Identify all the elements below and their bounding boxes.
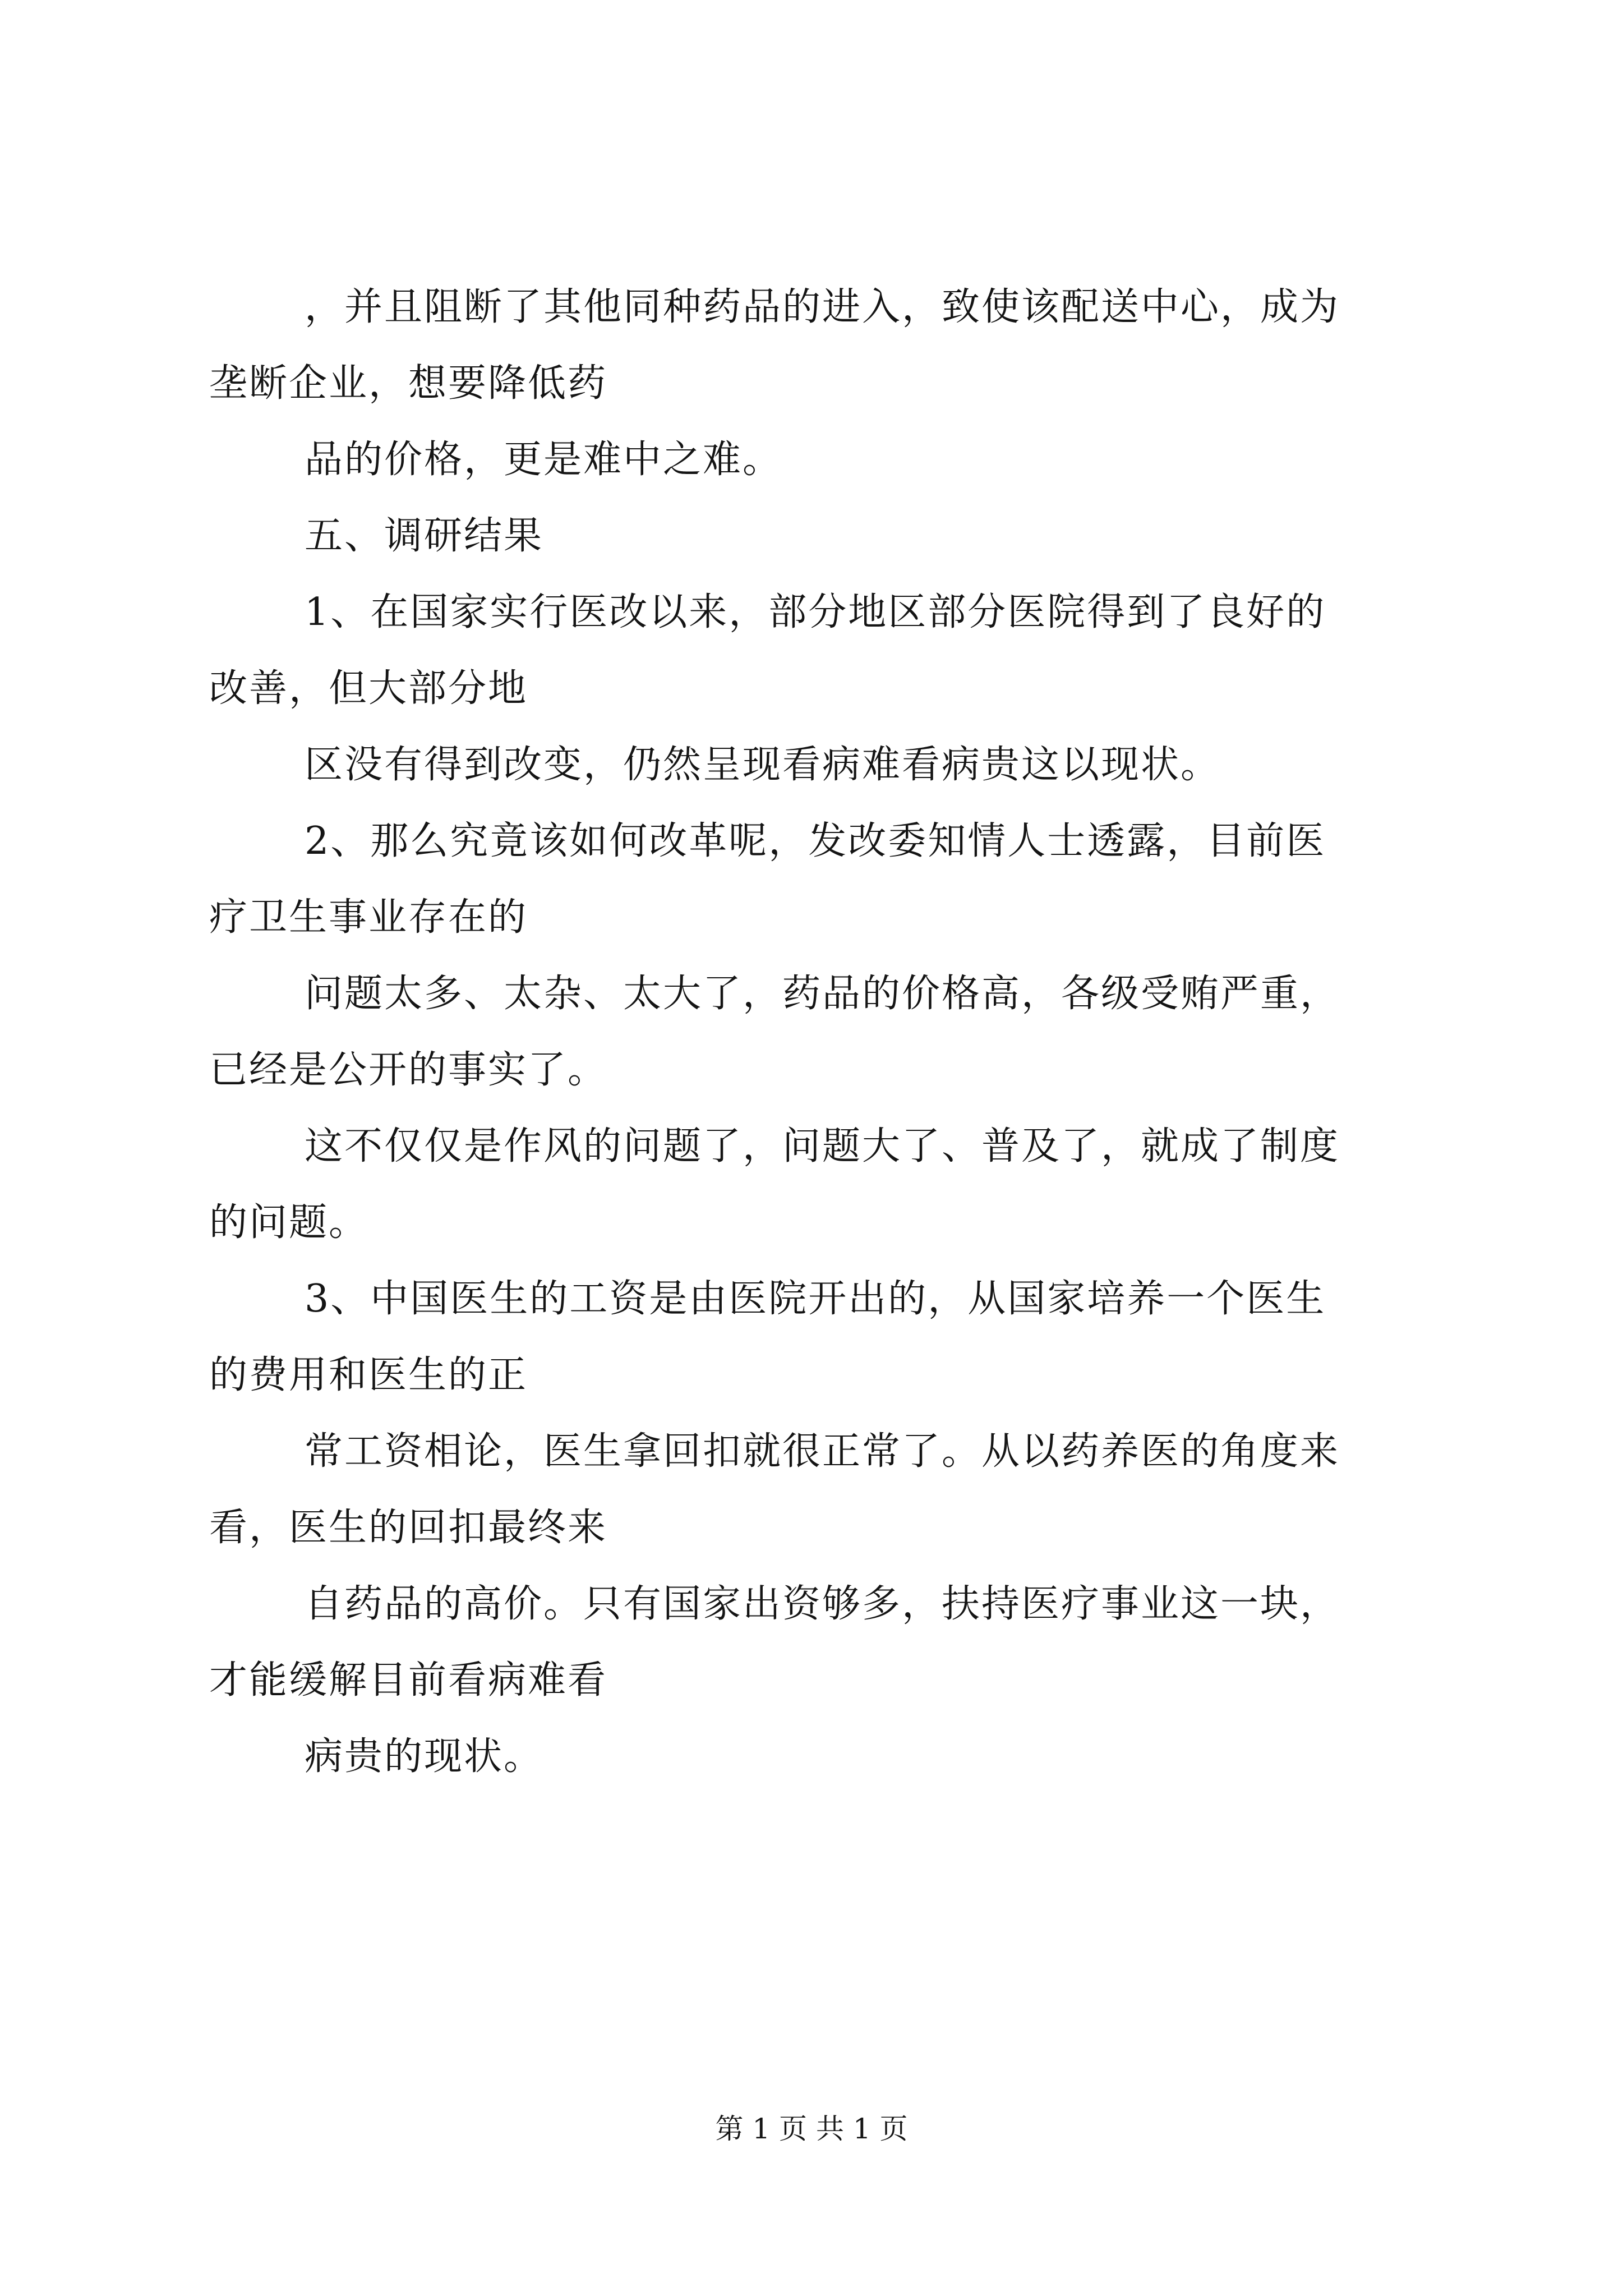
- text-line: 已经是公开的事实了。: [209, 1048, 608, 1092]
- text-line: 看，医生的回扣最终来: [209, 1506, 608, 1550]
- page-footer: [0, 2109, 1623, 2148]
- text-line: 疗卫生事业存在的: [209, 895, 528, 940]
- text-line: 常工资相论，医生拿回扣就很正常了。从以药养医的角度来: [305, 1429, 1340, 1474]
- section-heading: 五、调研结果: [305, 514, 544, 558]
- text-line: 改善，但大部分地: [209, 666, 528, 711]
- text-line: 3、中国医生的工资是由医院开出的，从国家培养一个医生: [305, 1277, 1326, 1321]
- text-line: 垄断企业，想要降低药: [209, 361, 608, 406]
- document-body: [209, 269, 1425, 1795]
- text-line: 2、那么究竟该如何改革呢，发改委知情人士透露，目前医: [305, 819, 1326, 863]
- text-line: 的问题。: [209, 1200, 369, 1245]
- text-line: 才能缓解目前看病难看: [209, 1658, 608, 1703]
- text-line: 品的价格，更是难中之难。: [305, 438, 783, 482]
- text-line: 这不仅仅是作风的问题了，问题大了、普及了，就成了制度: [305, 1124, 1340, 1168]
- text-line: 自药品的高价。只有国家出资够多，扶持医疗事业这一块，: [305, 1582, 1340, 1626]
- text-line: 1、在国家实行医改以来，部分地区部分医院得到了良好的: [305, 590, 1326, 634]
- page-number-label: 第 1 页 共 1 页: [715, 2113, 908, 2145]
- text-line: 的费用和医生的正: [209, 1353, 528, 1397]
- text-line: 区没有得到改变，仍然呈现看病难看病贵这以现状。: [305, 743, 1221, 787]
- text-line: 病贵的现状。: [305, 1734, 544, 1779]
- text-line: ，并且阻断了其他同种药品的进入，致使该配送中心，成为: [305, 285, 1340, 329]
- text-line: 问题太多、太杂、太大了，药品的价格高，各级受贿严重，: [305, 972, 1340, 1016]
